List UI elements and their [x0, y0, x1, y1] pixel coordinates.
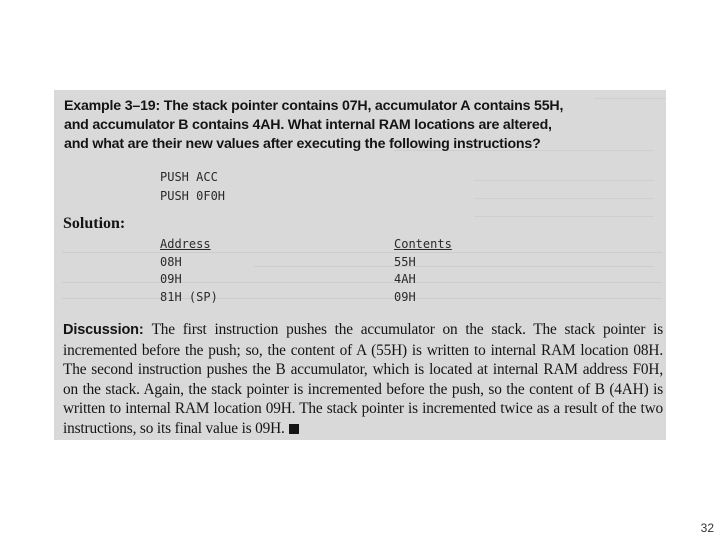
address-header: Address — [160, 237, 211, 251]
end-of-example-mark — [289, 424, 299, 434]
solution-heading: Solution: — [63, 215, 126, 232]
example-line: Example 3–19: The stack pointer contains 07H, accumulator A contains 55H, — [64, 98, 564, 114]
discussion-label: Discussion: — [63, 322, 152, 338]
contents-column — [394, 236, 452, 306]
discussion-paragraph — [63, 320, 663, 438]
address-cell: 81H (SP) — [160, 289, 218, 304]
contents-cell: 4AH — [394, 272, 416, 286]
address-column — [160, 236, 218, 306]
page-number: 32 — [700, 521, 714, 535]
example-line: and accumulator B contains 4AH. What internal RAM locations are altered, — [64, 117, 552, 133]
discussion-text: The first instruction pushes the accumulator on the stack. The stack pointer is incremented before the push; so, the content of A (55H) is written to internal RAM location 08H. The second instruction pushes the B accumulator, which is located at internal RAM address F0H, on the stack. Again, the stack pointer is incremented before the push, so the content of B (4AH) is written to internal RAM location 09H. The stack pointer is incremented twice as a result of the two instructions, so its final value is 09H. — [63, 321, 663, 437]
address-cell: 08H — [160, 254, 182, 269]
example-statement — [64, 97, 609, 154]
code-line: PUSH ACC — [160, 170, 218, 184]
example-line: and what are their new values after executing the following instructions? — [64, 136, 541, 152]
code-line: PUSH 0F0H — [160, 189, 226, 203]
scanned-textbook-page — [54, 90, 666, 440]
address-cell: 09H — [160, 272, 182, 286]
contents-cell: 09H — [394, 289, 416, 304]
contents-cell: 55H — [394, 254, 416, 269]
contents-header: Contents — [394, 237, 452, 251]
